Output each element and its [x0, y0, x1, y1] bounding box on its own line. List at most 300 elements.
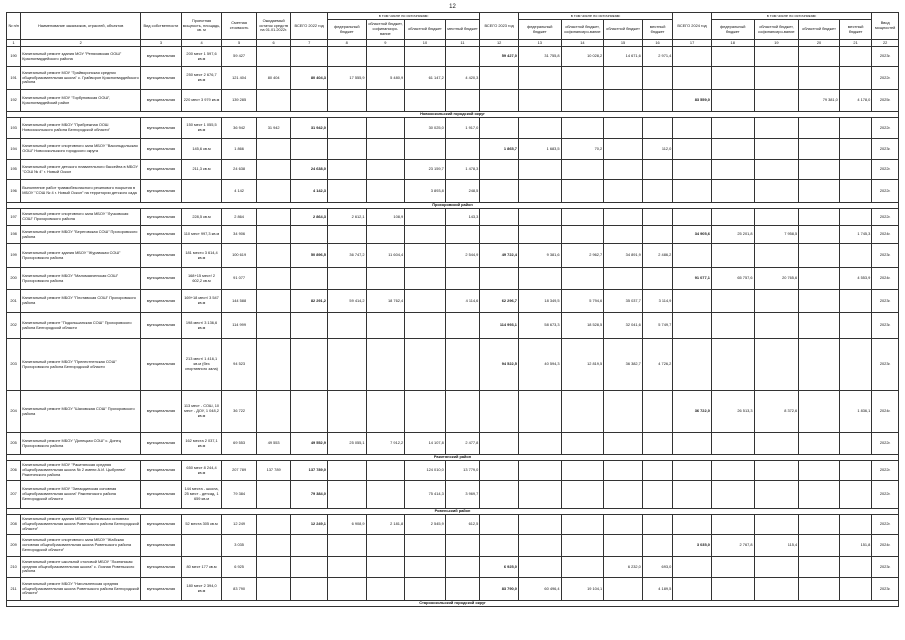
remaining-funds — [256, 90, 291, 112]
federal-2024 — [711, 160, 754, 180]
regional-cofinancing-2022 — [366, 481, 405, 509]
total-2022: 24 638,0 — [291, 160, 328, 180]
regional-cofinancing-2023 — [561, 535, 604, 557]
header-sources-2023: в том числе по источникам: — [518, 13, 672, 20]
commission-year: 2022г. — [872, 515, 899, 535]
table-row — [7, 160, 899, 180]
regional-cofinancing-2023: 19 104,1 — [561, 578, 604, 601]
column-number: 3 — [141, 40, 182, 47]
header-cost: Сметная стоимость — [222, 13, 257, 40]
row-number: 210 — [7, 557, 21, 578]
regional-cofinancing-2023 — [561, 268, 604, 290]
regional-2023 — [604, 226, 643, 244]
total-2024 — [673, 290, 712, 313]
commission-year: 2022г. — [872, 118, 899, 139]
local-2024: 4 553,9 — [839, 268, 872, 290]
total-2022: 79 384,0 — [291, 481, 328, 509]
header-oblcof-2024: областной бюджет, софинансиро-вание — [754, 20, 799, 40]
federal-2024 — [711, 515, 754, 535]
header-name: Наименование заказчиков, отраслей, объектов — [21, 13, 141, 40]
capacity: 150 мест 1 055,5 кв.м — [181, 118, 222, 139]
regional-cofinancing-2023 — [561, 226, 604, 244]
regional-2024 — [799, 226, 840, 244]
total-2024 — [673, 118, 712, 139]
table-row — [7, 578, 899, 601]
federal-2024 — [711, 47, 754, 67]
estimated-cost: 2 864 — [222, 209, 257, 226]
local-2023: 2 486,2 — [642, 244, 672, 268]
estimated-cost: 36 722 — [222, 391, 257, 433]
commission-year: 2023г. — [872, 244, 899, 268]
regional-cofinancing-2023: 18 528,5 — [561, 313, 604, 339]
column-number: 21 — [839, 40, 872, 47]
object-name: Капитальный ремонт здания МБОУ "Журавская СОШ" Прохоровского района — [21, 244, 141, 268]
table-row — [7, 226, 899, 244]
total-2022 — [291, 313, 328, 339]
table-row — [7, 535, 899, 557]
regional-2022: 75 414,3 — [405, 481, 446, 509]
table-row — [7, 461, 899, 481]
object-name: Капитальный ремонт МБОУ "Береговская СОШ" Прохоровского района — [21, 226, 141, 244]
total-2022: 2 864,3 — [291, 209, 328, 226]
local-2023 — [642, 118, 672, 139]
capacity: 162 места 2 037,1 кв.м — [181, 433, 222, 455]
capacity: 110 мест 997,3 кв.м — [181, 226, 222, 244]
regional-2022 — [405, 47, 446, 67]
regional-2024 — [799, 433, 840, 455]
regional-cofinancing-2023 — [561, 391, 604, 433]
federal-2022 — [327, 160, 366, 180]
federal-2024 — [711, 461, 754, 481]
commission-year: 2023г. — [872, 339, 899, 391]
federal-2024 — [711, 67, 754, 90]
local-2022: 2 477,8 — [445, 433, 480, 455]
row-number: 203 — [7, 339, 21, 391]
total-2022: 137 789,0 — [291, 461, 328, 481]
federal-2024 — [711, 118, 754, 139]
regional-2023: 32 041,6 — [604, 313, 643, 339]
regional-2023: 35 037,7 — [604, 290, 643, 313]
federal-2022 — [327, 391, 366, 433]
column-number: 4 — [181, 40, 222, 47]
regional-2024 — [799, 290, 840, 313]
header-oblcof-2022: областной бюджет, софинансиро-вание — [366, 20, 405, 40]
local-2022 — [445, 578, 480, 601]
regional-2022 — [405, 578, 446, 601]
row-number: 194 — [7, 139, 21, 160]
row-number: 191 — [7, 67, 21, 90]
section-title: Старооскольский городской округ — [7, 601, 899, 607]
regional-cofinancing-2023 — [561, 481, 604, 509]
row-number: 202 — [7, 313, 21, 339]
estimated-cost: 79 384 — [222, 481, 257, 509]
row-number: 197 — [7, 209, 21, 226]
object-name: Капитальный ремонт здания МОУ "Репяховская ООШ" Красногвардейского района — [21, 47, 141, 67]
federal-2023 — [518, 160, 561, 180]
total-2024 — [673, 339, 712, 391]
regional-cofinancing-2023 — [561, 180, 604, 203]
total-2022 — [291, 47, 328, 67]
header-total-2023: ВСЕГО 2023 год — [480, 13, 519, 40]
remaining-funds: 137 789 — [256, 461, 291, 481]
regional-cofinancing-2024 — [754, 461, 799, 481]
ownership: муниципальная — [141, 313, 182, 339]
federal-2022: 17 555,9 — [327, 67, 366, 90]
table-row — [7, 180, 899, 203]
ownership: муниципальная — [141, 244, 182, 268]
federal-2023 — [518, 515, 561, 535]
local-2023 — [642, 226, 672, 244]
regional-2024 — [799, 268, 840, 290]
regional-cofinancing-2022: 108,9 — [366, 209, 405, 226]
object-name: Капитальный ремонт МОУ "Зинаидинская основная общеобразовательная школа" Ракитянского района Белгородской области — [21, 481, 141, 509]
federal-2022 — [327, 481, 366, 509]
regional-cofinancing-2024 — [754, 139, 799, 160]
regional-2023 — [604, 160, 643, 180]
total-2023 — [480, 67, 519, 90]
commission-year: 2023г. — [872, 557, 899, 578]
regional-2024 — [799, 461, 840, 481]
table-row — [7, 209, 899, 226]
federal-2023: 58 673,3 — [518, 313, 561, 339]
federal-2024 — [711, 313, 754, 339]
local-2024 — [839, 118, 872, 139]
federal-2022 — [327, 139, 366, 160]
column-number: 6 — [256, 40, 291, 47]
estimated-cost: 144 588 — [222, 290, 257, 313]
federal-2024 — [711, 290, 754, 313]
regional-2023 — [604, 90, 643, 112]
table-row — [7, 268, 899, 290]
local-2023: 693,0 — [642, 557, 672, 578]
ownership: муниципальная — [141, 461, 182, 481]
row-number: 193 — [7, 118, 21, 139]
remaining-funds — [256, 557, 291, 578]
regional-2022 — [405, 339, 446, 391]
regional-2024 — [799, 313, 840, 339]
total-2023 — [480, 160, 519, 180]
table-row — [7, 557, 899, 578]
local-2023: 4 189,5 — [642, 578, 672, 601]
local-2024 — [839, 244, 872, 268]
federal-2023 — [518, 118, 561, 139]
regional-cofinancing-2022: 7 912,2 — [366, 433, 405, 455]
regional-cofinancing-2022: 18 762,4 — [366, 290, 405, 313]
local-2022 — [445, 268, 480, 290]
total-2023 — [480, 461, 519, 481]
capacity: 213 мест/ 1 416,1 кв.м (без спортивного зала) — [181, 339, 222, 391]
total-2022 — [291, 226, 328, 244]
column-number: 18 — [711, 40, 754, 47]
commission-year: 2023г. — [872, 313, 899, 339]
local-2022: 2 544,9 — [445, 244, 480, 268]
regional-cofinancing-2024 — [754, 557, 799, 578]
ownership: муниципальная — [141, 139, 182, 160]
total-2022 — [291, 557, 328, 578]
total-2022 — [291, 578, 328, 601]
federal-2024 — [711, 139, 754, 160]
object-name: Капитальный ремонт МБОУ "Плотавская СОШ" Прохоровского района — [21, 290, 141, 313]
ownership: муниципальная — [141, 47, 182, 67]
remaining-funds — [256, 481, 291, 509]
regional-cofinancing-2022 — [366, 391, 405, 433]
local-2023: 2 971,4 — [642, 47, 672, 67]
column-number: 12 — [480, 40, 519, 47]
total-2023: 83 790,0 — [480, 578, 519, 601]
object-name: Капитальный ремонт спортивного зала МБОУ "Васильдольская ООШ" Новооскольского городского округа — [21, 139, 141, 160]
object-name: Капитальный ремонт МБОУ "Донецкая СОШ" с. Донец Прохоровского района — [21, 433, 141, 455]
column-number: 22 — [872, 40, 899, 47]
commission-year: 2023г. — [872, 578, 899, 601]
ownership: муниципальная — [141, 290, 182, 313]
federal-2022 — [327, 90, 366, 112]
total-2022: 80 404,3 — [291, 67, 328, 90]
regional-cofinancing-2023: 2 962,7 — [561, 244, 604, 268]
regional-cofinancing-2024 — [754, 313, 799, 339]
local-2022: 143,3 — [445, 209, 480, 226]
total-2023 — [480, 391, 519, 433]
total-2024 — [673, 139, 712, 160]
regional-cofinancing-2024 — [754, 433, 799, 455]
regional-cofinancing-2024 — [754, 209, 799, 226]
capacity: 181 место 3 614,4 кв.м — [181, 244, 222, 268]
regional-cofinancing-2022: 2 181,8 — [366, 515, 405, 535]
ownership: муниципальная — [141, 535, 182, 557]
federal-2023 — [518, 90, 561, 112]
header-num: № п/п — [7, 13, 21, 40]
row-number: 201 — [7, 290, 21, 313]
total-2023: 59 427,0 — [480, 47, 519, 67]
capacity: 198 мест/ 3 136,6 кв.м — [181, 313, 222, 339]
federal-2022: 6 908,9 — [327, 515, 366, 535]
object-name: Капитальный ремонт школьной столовой МБОУ "Лознянская средняя общеобразовательная школа" с. Лозная Ровеньского района — [21, 557, 141, 578]
capacity — [181, 180, 222, 203]
ownership: муниципальная — [141, 268, 182, 290]
regional-2023 — [604, 67, 643, 90]
local-2023 — [642, 90, 672, 112]
object-name: Капитальный ремонт МОУ "Ракитянская средняя общеобразовательная школа № 2 имени А.И. Цыбулева" Ракитянского района — [21, 461, 141, 481]
federal-2022 — [327, 461, 366, 481]
header-obl-2023: областной бюджет — [604, 20, 643, 40]
column-number: 2 — [21, 40, 141, 47]
regional-cofinancing-2024: 7 958,5 — [754, 226, 799, 244]
estimated-cost: 34 906 — [222, 226, 257, 244]
capacity — [181, 535, 222, 557]
object-name: Капитальный ремонт МБОУ "Маломаяченская СОШ" Прохоровского района — [21, 268, 141, 290]
estimated-cost: 3 035 — [222, 535, 257, 557]
total-2022: 4 142,3 — [291, 180, 328, 203]
local-2023: 5 749,7 — [642, 313, 672, 339]
total-2022 — [291, 535, 328, 557]
local-2024 — [839, 290, 872, 313]
estimated-cost: 139 285 — [222, 90, 257, 112]
regional-cofinancing-2024 — [754, 90, 799, 112]
regional-cofinancing-2022 — [366, 535, 405, 557]
regional-cofinancing-2024: 115,4 — [754, 535, 799, 557]
table-row — [7, 118, 899, 139]
total-2023: 6 925,0 — [480, 557, 519, 578]
remaining-funds — [256, 339, 291, 391]
regional-2024 — [799, 391, 840, 433]
regional-2022: 124 010,0 — [405, 461, 446, 481]
federal-2023 — [518, 226, 561, 244]
local-2023 — [642, 535, 672, 557]
header-fed-2024: федеральный бюджет — [711, 20, 754, 40]
total-2023 — [480, 209, 519, 226]
column-number-row — [7, 40, 899, 47]
commission-year: 2022г. — [872, 67, 899, 90]
table-row — [7, 313, 899, 339]
total-2022 — [291, 139, 328, 160]
federal-2022 — [327, 557, 366, 578]
total-2023 — [480, 481, 519, 509]
estimated-cost: 69 553 — [222, 433, 257, 455]
total-2024: 3 035,0 — [673, 535, 712, 557]
object-name: Капитальный ремонт МБОУ "Прелестненская СОШ" Прохоровского района Белгородской области — [21, 339, 141, 391]
federal-2023 — [518, 268, 561, 290]
federal-2024: 25 201,8 — [711, 226, 754, 244]
regional-2024 — [799, 160, 840, 180]
header-sources-2022: в том числе по источникам: — [327, 13, 479, 20]
estimated-cost: 114 999 — [222, 313, 257, 339]
regional-2022 — [405, 244, 446, 268]
local-2024 — [839, 578, 872, 601]
total-2024 — [673, 515, 712, 535]
ownership: муниципальная — [141, 160, 182, 180]
ownership: муниципальная — [141, 67, 182, 90]
total-2024 — [673, 67, 712, 90]
remaining-funds — [256, 515, 291, 535]
regional-cofinancing-2022 — [366, 47, 405, 67]
remaining-funds — [256, 290, 291, 313]
column-number: 8 — [327, 40, 366, 47]
object-name: Капитальный ремонт МБОУ "Нагольненская средняя общеобразовательная школа Ровеньского района Белгородской области" — [21, 578, 141, 601]
regional-2023 — [604, 578, 643, 601]
local-2024 — [839, 557, 872, 578]
regional-2024 — [799, 244, 840, 268]
ownership: муниципальная — [141, 433, 182, 455]
regional-cofinancing-2024 — [754, 339, 799, 391]
total-2023 — [480, 535, 519, 557]
local-2023 — [642, 461, 672, 481]
table-row — [7, 515, 899, 535]
regional-2023: 6 232,0 — [604, 557, 643, 578]
local-2022 — [445, 339, 480, 391]
regional-cofinancing-2023 — [561, 515, 604, 535]
remaining-funds — [256, 268, 291, 290]
regional-2024 — [799, 578, 840, 601]
federal-2023 — [518, 557, 561, 578]
column-number: 19 — [754, 40, 799, 47]
federal-2022 — [327, 118, 366, 139]
federal-2024 — [711, 90, 754, 112]
commission-year: 2022г. — [872, 433, 899, 455]
local-2024 — [839, 339, 872, 391]
commission-year: 2025г. — [872, 90, 899, 112]
row-number: 204 — [7, 391, 21, 433]
capacity: 113 мест - СОШ, 10 мест - ДОУ, 1 048,2 кв.м — [181, 391, 222, 433]
ownership: муниципальная — [141, 578, 182, 601]
regional-cofinancing-2022 — [366, 578, 405, 601]
local-2024 — [839, 515, 872, 535]
row-number: 208 — [7, 515, 21, 535]
capacity: 168+15 мест/ 2 602,2 кв.м — [181, 268, 222, 290]
total-2024 — [673, 313, 712, 339]
regional-cofinancing-2024 — [754, 578, 799, 601]
regional-2023: 14 671,6 — [604, 47, 643, 67]
row-number: 211 — [7, 578, 21, 601]
total-2023: 114 993,1 — [480, 313, 519, 339]
federal-2024 — [711, 180, 754, 203]
commission-year: 2023г. — [872, 47, 899, 67]
table-row — [7, 339, 899, 391]
estimated-cost: 12 249 — [222, 515, 257, 535]
row-number: 195 — [7, 160, 21, 180]
federal-2023: 31 755,8 — [518, 47, 561, 67]
column-number: 9 — [366, 40, 405, 47]
total-2023 — [480, 118, 519, 139]
header-capacity: Проектная мощность, площадь, кв. м — [181, 13, 222, 40]
commission-year: 2023г. — [872, 290, 899, 313]
federal-2023 — [518, 67, 561, 90]
regional-2024 — [799, 180, 840, 203]
column-number: 15 — [604, 40, 643, 47]
commission-year: 2022г. — [872, 481, 899, 509]
regional-cofinancing-2023 — [561, 160, 604, 180]
local-2024 — [839, 139, 872, 160]
remaining-funds: 80 404 — [256, 67, 291, 90]
header-obl-2022: областной бюджет — [405, 20, 446, 40]
local-2023 — [642, 160, 672, 180]
total-2024 — [673, 244, 712, 268]
capacity: 211,3 кв.м — [181, 160, 222, 180]
regional-cofinancing-2024: 20 765,6 — [754, 268, 799, 290]
estimated-cost: 121 404 — [222, 67, 257, 90]
federal-2022: 2 612,1 — [327, 209, 366, 226]
ownership: муниципальная — [141, 209, 182, 226]
column-number: 20 — [799, 40, 840, 47]
column-number: 11 — [445, 40, 480, 47]
capacity: 180 мест 2 394,0 кв.м — [181, 578, 222, 601]
header-fed-2023: федеральный бюджет — [518, 20, 561, 40]
section-title: Ровеньский район — [7, 509, 899, 515]
federal-2024 — [711, 433, 754, 455]
header-obl-2024: областной бюджет — [799, 20, 840, 40]
local-2023 — [642, 209, 672, 226]
ownership: муниципальная — [141, 557, 182, 578]
ownership: муниципальная — [141, 180, 182, 203]
row-number: 207 — [7, 481, 21, 509]
federal-2022 — [327, 180, 366, 203]
estimated-cost: 6 925 — [222, 557, 257, 578]
regional-2023: 36 382,7 — [604, 339, 643, 391]
total-2023: 62 296,7 — [480, 290, 519, 313]
federal-2023: 40 594,3 — [518, 339, 561, 391]
regional-2023 — [604, 535, 643, 557]
local-2024: 151,8 — [839, 535, 872, 557]
remaining-funds — [256, 244, 291, 268]
local-2022: 1 478,3 — [445, 160, 480, 180]
regional-2023 — [604, 433, 643, 455]
commission-year: 2022г. — [872, 209, 899, 226]
capacity: 169+18 мест/ 3 547 кв.м — [181, 290, 222, 313]
table-row — [7, 139, 899, 160]
total-2022: 50 896,5 — [291, 244, 328, 268]
row-number: 190 — [7, 47, 21, 67]
ownership: муниципальная — [141, 226, 182, 244]
capital-repair-table — [6, 12, 899, 607]
federal-2023 — [518, 180, 561, 203]
